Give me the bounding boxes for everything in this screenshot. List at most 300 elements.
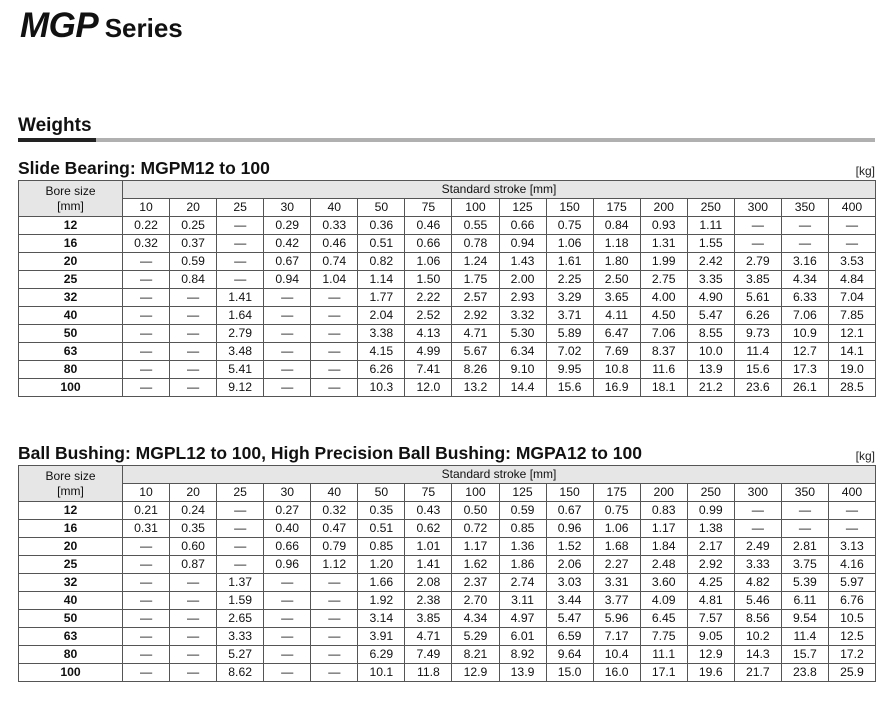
weight-cell: 12.7 — [781, 343, 828, 361]
weight-cell: — — [123, 307, 170, 325]
table-row — [19, 538, 876, 556]
weight-cell: 0.85 — [358, 538, 405, 556]
weight-cell: 13.9 — [687, 361, 734, 379]
weight-cell: 8.62 — [217, 664, 264, 682]
weight-cell: 11.4 — [734, 343, 781, 361]
weight-cell: — — [311, 646, 358, 664]
weight-cell: 1.77 — [358, 289, 405, 307]
weight-cell: 10.2 — [734, 628, 781, 646]
weight-cell: 1.06 — [405, 253, 452, 271]
stroke-column-header: 30 — [264, 484, 311, 502]
weight-cell: 0.46 — [405, 217, 452, 235]
weight-cell: 4.25 — [687, 574, 734, 592]
weight-cell: 3.33 — [217, 628, 264, 646]
weight-cell: 2.79 — [217, 325, 264, 343]
weight-cell: 5.27 — [217, 646, 264, 664]
unit-label: [kg] — [855, 164, 875, 178]
weight-cell: 4.81 — [687, 592, 734, 610]
weight-cell: 5.96 — [593, 610, 640, 628]
weight-cell: 6.26 — [358, 361, 405, 379]
weight-cell: 3.33 — [734, 556, 781, 574]
stroke-column-header: 100 — [452, 484, 499, 502]
weight-cell: 6.11 — [781, 592, 828, 610]
weight-cell: — — [264, 646, 311, 664]
weight-cell: 1.17 — [640, 520, 687, 538]
weight-cell: — — [170, 664, 217, 682]
weight-cell: — — [217, 271, 264, 289]
weight-cell: — — [828, 235, 875, 253]
weight-cell: 0.94 — [264, 271, 311, 289]
stroke-column-header: 75 — [405, 199, 452, 217]
weight-cell: 0.93 — [640, 217, 687, 235]
weight-cell: 0.82 — [358, 253, 405, 271]
weight-cell: 12.0 — [405, 379, 452, 397]
weight-cell: 7.04 — [828, 289, 875, 307]
weight-cell: 0.87 — [170, 556, 217, 574]
weight-cell: 3.31 — [593, 574, 640, 592]
weight-cell: 3.13 — [828, 538, 875, 556]
table-row — [19, 664, 876, 682]
weight-cell: — — [264, 664, 311, 682]
weight-cell: 5.89 — [546, 325, 593, 343]
table-row — [19, 289, 876, 307]
weight-cell: 14.4 — [499, 379, 546, 397]
weight-cell: 0.55 — [452, 217, 499, 235]
weight-cell: 4.50 — [640, 307, 687, 325]
weight-cell: — — [170, 325, 217, 343]
weight-cell: 0.32 — [311, 502, 358, 520]
weight-cell: — — [217, 556, 264, 574]
weight-cell: 5.41 — [217, 361, 264, 379]
weight-cell: 8.21 — [452, 646, 499, 664]
weight-cell: 0.40 — [264, 520, 311, 538]
table-row — [19, 610, 876, 628]
weight-cell: 2.93 — [499, 289, 546, 307]
weight-cell: 0.24 — [170, 502, 217, 520]
weight-cell: — — [311, 361, 358, 379]
weight-cell: 3.75 — [781, 556, 828, 574]
weight-cell: 13.9 — [499, 664, 546, 682]
stroke-column-header: 40 — [311, 199, 358, 217]
weight-cell: — — [170, 574, 217, 592]
weight-cell: 8.92 — [499, 646, 546, 664]
weight-cell: 2.22 — [405, 289, 452, 307]
weight-cell: 0.94 — [499, 235, 546, 253]
section-heading: Weights — [18, 115, 92, 136]
weight-cell: 0.51 — [358, 235, 405, 253]
weight-cell: 0.31 — [123, 520, 170, 538]
weight-cell: 12.1 — [828, 325, 875, 343]
weight-cell: 1.17 — [452, 538, 499, 556]
table-row — [19, 502, 876, 520]
weight-cell: 6.59 — [546, 628, 593, 646]
weight-cell: 1.66 — [358, 574, 405, 592]
weight-cell: 1.61 — [546, 253, 593, 271]
weight-cell: 2.17 — [687, 538, 734, 556]
weight-cell: 0.36 — [358, 217, 405, 235]
stroke-column-header: 75 — [405, 484, 452, 502]
weight-cell: — — [170, 379, 217, 397]
weight-cell: — — [264, 379, 311, 397]
weight-cell: 6.29 — [358, 646, 405, 664]
weight-cell: — — [217, 235, 264, 253]
weight-cell: 23.6 — [734, 379, 781, 397]
weight-cell: 0.51 — [358, 520, 405, 538]
weight-cell: 1.52 — [546, 538, 593, 556]
weight-cell: 19.0 — [828, 361, 875, 379]
weight-cell: — — [734, 502, 781, 520]
weight-cell: 1.18 — [593, 235, 640, 253]
weight-cell: — — [217, 538, 264, 556]
weight-cell: 7.17 — [593, 628, 640, 646]
weight-cell: 0.60 — [170, 538, 217, 556]
weight-cell: 4.97 — [499, 610, 546, 628]
bore-size-cell: 20 — [19, 538, 123, 556]
stroke-column-header: 20 — [170, 199, 217, 217]
weight-cell: 2.50 — [593, 271, 640, 289]
weight-cell: 3.53 — [828, 253, 875, 271]
weight-cell: 7.75 — [640, 628, 687, 646]
weight-cell: — — [217, 253, 264, 271]
weight-cell: 1.24 — [452, 253, 499, 271]
weight-cell: — — [734, 235, 781, 253]
weight-cell: 0.59 — [499, 502, 546, 520]
weight-cell: 3.11 — [499, 592, 546, 610]
weight-cell: 21.2 — [687, 379, 734, 397]
weight-cell: 2.79 — [734, 253, 781, 271]
weight-cell: — — [828, 217, 875, 235]
weight-cell: — — [311, 307, 358, 325]
weight-cell: 1.50 — [405, 271, 452, 289]
weight-cell: 11.6 — [640, 361, 687, 379]
bore-size-cell: 80 — [19, 646, 123, 664]
weight-cell: 0.79 — [311, 538, 358, 556]
weight-cell: 2.74 — [499, 574, 546, 592]
weight-cell: 2.38 — [405, 592, 452, 610]
weight-cell: — — [781, 217, 828, 235]
weight-cell: 3.71 — [546, 307, 593, 325]
weight-cell: — — [170, 646, 217, 664]
weight-cell: — — [828, 520, 875, 538]
weight-cell: 0.29 — [264, 217, 311, 235]
weight-cell: 0.32 — [123, 235, 170, 253]
weight-cell: — — [170, 307, 217, 325]
weight-cell: 2.81 — [781, 538, 828, 556]
weight-cell: 10.5 — [828, 610, 875, 628]
weight-cell: — — [734, 217, 781, 235]
weight-cell: — — [311, 610, 358, 628]
weight-cell: 15.6 — [734, 361, 781, 379]
weight-cell: 21.7 — [734, 664, 781, 682]
weight-cell: 2.48 — [640, 556, 687, 574]
table-row — [19, 592, 876, 610]
stroke-column-header: 350 — [781, 199, 828, 217]
weight-cell: 0.27 — [264, 502, 311, 520]
weight-cell: 7.06 — [640, 325, 687, 343]
weight-cell: 0.21 — [123, 502, 170, 520]
weight-cell: — — [311, 628, 358, 646]
weight-cell: 8.56 — [734, 610, 781, 628]
stroke-column-header: 25 — [217, 484, 264, 502]
table-row — [19, 361, 876, 379]
weight-cell: 6.45 — [640, 610, 687, 628]
weight-cell: 17.1 — [640, 664, 687, 682]
weight-cell: 2.49 — [734, 538, 781, 556]
weight-cell: 18.1 — [640, 379, 687, 397]
standard-stroke-header: Standard stroke [mm] — [123, 466, 876, 484]
weight-cell: — — [734, 520, 781, 538]
weight-cell: 26.1 — [781, 379, 828, 397]
stroke-column-header: 200 — [640, 484, 687, 502]
weight-cell: 0.37 — [170, 235, 217, 253]
weight-cell: 25.9 — [828, 664, 875, 682]
weight-cell: 12.5 — [828, 628, 875, 646]
weight-cell: 3.77 — [593, 592, 640, 610]
weight-cell: 6.34 — [499, 343, 546, 361]
weight-cell: 15.6 — [546, 379, 593, 397]
weight-cell: 1.01 — [405, 538, 452, 556]
weight-cell: — — [311, 574, 358, 592]
weight-cell: 4.84 — [828, 271, 875, 289]
weight-cell: — — [311, 379, 358, 397]
section-rule-extension — [96, 138, 875, 142]
weight-cell: 2.75 — [640, 271, 687, 289]
weight-cell: — — [264, 628, 311, 646]
weight-cell: — — [781, 502, 828, 520]
weight-cell: 3.65 — [593, 289, 640, 307]
weight-cell: 16.9 — [593, 379, 640, 397]
bore-size-cell: 63 — [19, 343, 123, 361]
table-row — [19, 379, 876, 397]
weight-cell: 3.91 — [358, 628, 405, 646]
weight-cell: — — [311, 343, 358, 361]
series-label: Series — [104, 13, 183, 43]
stroke-column-header: 350 — [781, 484, 828, 502]
weight-cell: 1.20 — [358, 556, 405, 574]
weight-cell: 5.61 — [734, 289, 781, 307]
weight-cell: 14.1 — [828, 343, 875, 361]
weight-cell: — — [123, 253, 170, 271]
bore-size-header — [19, 466, 123, 502]
stroke-column-header: 175 — [593, 199, 640, 217]
stroke-column-header: 20 — [170, 484, 217, 502]
stroke-column-header: 150 — [546, 199, 593, 217]
stroke-column-header: 250 — [687, 484, 734, 502]
weight-cell: 17.3 — [781, 361, 828, 379]
bore-size-cell: 80 — [19, 361, 123, 379]
weight-cell: 7.85 — [828, 307, 875, 325]
weight-cell: 9.05 — [687, 628, 734, 646]
weight-cell: — — [170, 289, 217, 307]
model-name: MGP — [20, 6, 99, 45]
weight-cell: 3.48 — [217, 343, 264, 361]
bore-size-cell: 50 — [19, 325, 123, 343]
weight-cell: 1.06 — [593, 520, 640, 538]
weight-cell: 5.47 — [546, 610, 593, 628]
stroke-column-header: 200 — [640, 199, 687, 217]
bore-size-cell: 20 — [19, 253, 123, 271]
weight-cell: 3.16 — [781, 253, 828, 271]
weight-cell: — — [311, 592, 358, 610]
weight-cell: 17.2 — [828, 646, 875, 664]
weight-cell: 19.6 — [687, 664, 734, 682]
stroke-column-header: 25 — [217, 199, 264, 217]
weight-cell: 3.38 — [358, 325, 405, 343]
weight-cell: 1.11 — [687, 217, 734, 235]
bore-size-header — [19, 181, 123, 217]
weight-cell: 8.26 — [452, 361, 499, 379]
weight-cell: 10.1 — [358, 664, 405, 682]
table-row — [19, 325, 876, 343]
weight-cell: 1.37 — [217, 574, 264, 592]
weight-cell: 6.47 — [593, 325, 640, 343]
weight-cell: 4.71 — [452, 325, 499, 343]
weight-cell: 15.7 — [781, 646, 828, 664]
stroke-column-header: 250 — [687, 199, 734, 217]
table-row — [19, 253, 876, 271]
weight-cell: 0.47 — [311, 520, 358, 538]
weight-cell: — — [217, 502, 264, 520]
weight-cell: 2.42 — [687, 253, 734, 271]
weight-cell: 0.84 — [593, 217, 640, 235]
bore-size-cell: 50 — [19, 610, 123, 628]
weight-cell: 2.65 — [217, 610, 264, 628]
weight-cell: 0.66 — [405, 235, 452, 253]
weight-cell: 1.12 — [311, 556, 358, 574]
weight-cell: 1.43 — [499, 253, 546, 271]
weight-cell: 10.9 — [781, 325, 828, 343]
table-row — [19, 307, 876, 325]
weight-cell: — — [311, 664, 358, 682]
weight-cell: 7.57 — [687, 610, 734, 628]
weight-cell: 0.84 — [170, 271, 217, 289]
weight-cell: 12.9 — [687, 646, 734, 664]
table-row — [19, 217, 876, 235]
weight-cell: — — [123, 361, 170, 379]
weight-cell: — — [170, 343, 217, 361]
weight-cell: 2.57 — [452, 289, 499, 307]
weight-cell: 2.25 — [546, 271, 593, 289]
weight-cell: — — [123, 646, 170, 664]
weight-cell: — — [123, 379, 170, 397]
weight-cell: 7.49 — [405, 646, 452, 664]
weight-cell: — — [264, 592, 311, 610]
table-row — [19, 520, 876, 538]
weight-cell: 5.46 — [734, 592, 781, 610]
weight-cell: 5.97 — [828, 574, 875, 592]
weight-cell: 0.83 — [640, 502, 687, 520]
weight-cell: 1.41 — [217, 289, 264, 307]
weight-cell: 1.06 — [546, 235, 593, 253]
weight-cell: — — [264, 574, 311, 592]
weight-cell: 11.1 — [640, 646, 687, 664]
weight-cell: 7.69 — [593, 343, 640, 361]
weight-cell: — — [217, 520, 264, 538]
weight-cell: 0.67 — [546, 502, 593, 520]
bore-size-cell: 100 — [19, 664, 123, 682]
weight-cell: 0.50 — [452, 502, 499, 520]
weights-table-ball-bushing — [18, 465, 876, 682]
table-caption: Slide Bearing: MGPM12 to 100 — [18, 158, 270, 178]
weight-cell: 1.41 — [405, 556, 452, 574]
bore-size-cell: 32 — [19, 289, 123, 307]
table-row — [19, 235, 876, 253]
bore-size-cell: 40 — [19, 307, 123, 325]
weights-table-slide-bearing — [18, 180, 876, 397]
weight-cell: 0.25 — [170, 217, 217, 235]
table-caption: Ball Bushing: MGPL12 to 100, High Precision Ball Bushing: MGPA12 to 100 — [18, 443, 642, 463]
stroke-column-header: 400 — [828, 484, 875, 502]
weight-cell: 10.4 — [593, 646, 640, 664]
page-title — [20, 6, 183, 46]
weight-cell: 3.60 — [640, 574, 687, 592]
weight-cell: 4.71 — [405, 628, 452, 646]
weight-cell: 0.75 — [546, 217, 593, 235]
weight-cell: 2.52 — [405, 307, 452, 325]
weight-cell: — — [264, 610, 311, 628]
weight-cell: 3.35 — [687, 271, 734, 289]
weight-cell: 7.41 — [405, 361, 452, 379]
bore-size-cell: 40 — [19, 592, 123, 610]
weight-cell: 3.85 — [405, 610, 452, 628]
table-row — [19, 556, 876, 574]
weight-cell: 1.38 — [687, 520, 734, 538]
weight-cell: 10.8 — [593, 361, 640, 379]
weight-cell: 3.44 — [546, 592, 593, 610]
weight-cell: — — [264, 361, 311, 379]
weight-cell: 0.85 — [499, 520, 546, 538]
bore-size-cell: 12 — [19, 502, 123, 520]
standard-stroke-header: Standard stroke [mm] — [123, 181, 876, 199]
weight-cell: — — [123, 271, 170, 289]
weight-cell: — — [123, 538, 170, 556]
stroke-column-header: 125 — [499, 199, 546, 217]
weight-cell: 0.78 — [452, 235, 499, 253]
weight-cell: 28.5 — [828, 379, 875, 397]
weight-cell: 0.46 — [311, 235, 358, 253]
weight-cell: — — [123, 610, 170, 628]
bore-size-cell: 25 — [19, 271, 123, 289]
weight-cell: 1.75 — [452, 271, 499, 289]
weight-cell: 3.14 — [358, 610, 405, 628]
weight-cell: 2.92 — [687, 556, 734, 574]
stroke-column-header: 40 — [311, 484, 358, 502]
weight-cell: 1.64 — [217, 307, 264, 325]
weight-cell: — — [264, 343, 311, 361]
weight-cell: 3.29 — [546, 289, 593, 307]
weight-cell: 2.37 — [452, 574, 499, 592]
stroke-column-header: 150 — [546, 484, 593, 502]
weight-cell: 1.59 — [217, 592, 264, 610]
weight-cell: 9.73 — [734, 325, 781, 343]
weight-cell: 15.0 — [546, 664, 593, 682]
weight-cell: 13.2 — [452, 379, 499, 397]
weight-cell: 8.55 — [687, 325, 734, 343]
weight-cell: 1.99 — [640, 253, 687, 271]
weight-cell: 4.09 — [640, 592, 687, 610]
weight-cell: 9.95 — [546, 361, 593, 379]
weight-cell: 14.3 — [734, 646, 781, 664]
weight-cell: 2.27 — [593, 556, 640, 574]
weight-cell: 2.70 — [452, 592, 499, 610]
bore-size-cell: 16 — [19, 520, 123, 538]
bore-size-cell: 100 — [19, 379, 123, 397]
weight-cell: 5.29 — [452, 628, 499, 646]
weight-cell: 0.67 — [264, 253, 311, 271]
stroke-column-header: 300 — [734, 484, 781, 502]
stroke-column-header: 300 — [734, 199, 781, 217]
weight-cell: 12.9 — [452, 664, 499, 682]
